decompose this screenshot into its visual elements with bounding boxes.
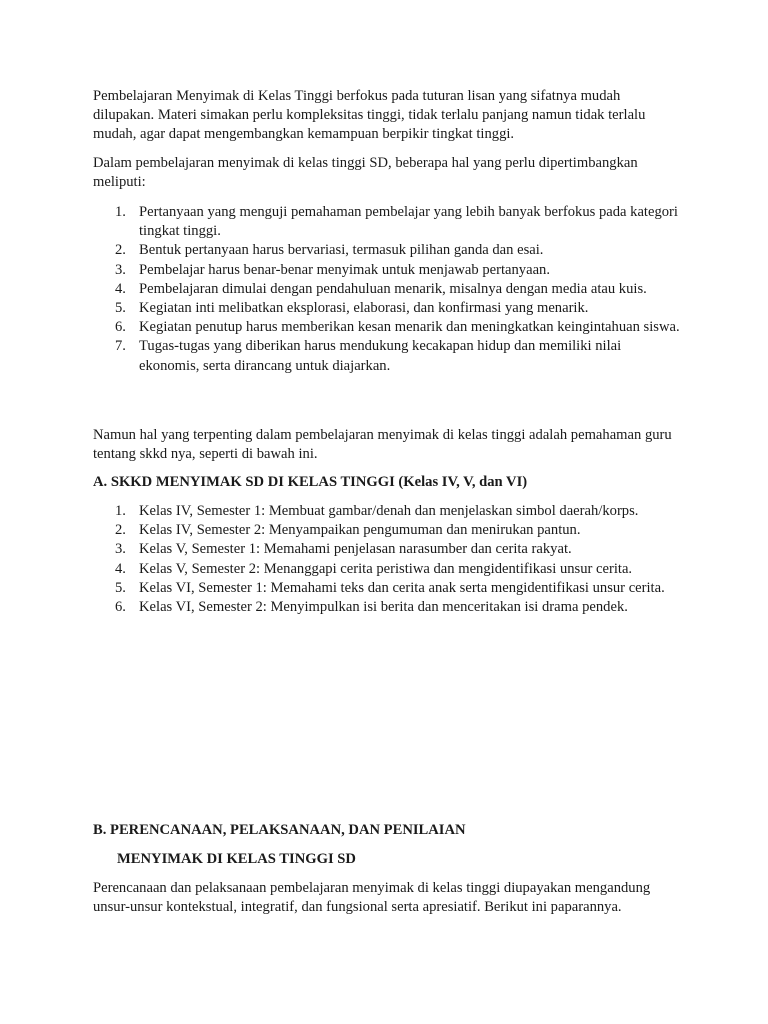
list-number: 4. — [115, 560, 126, 577]
section-b-subheading: MENYIMAK DI KELAS TINGGI SD — [117, 851, 356, 867]
list-number: 2. — [115, 522, 126, 539]
list-item — [93, 540, 683, 559]
list-item — [93, 337, 683, 375]
list-number: 5. — [115, 579, 126, 596]
section-b-paragraph: Perencanaan dan pelaksanaan pembelajaran menyimak di kelas tinggi diupayakan mengandung unsur-unsur kontekstual, integratif, dan fungsional serta apresiatif. Berikut ini paparannya. — [93, 880, 651, 916]
list-item — [93, 502, 683, 521]
list-item-text: Kelas IV, Semester 1: Membuat gambar/denah dan menjelaskan simbol daerah/korps. — [139, 503, 639, 519]
list-number: 3. — [115, 261, 126, 278]
list-item-text: Kelas VI, Semester 2: Menyimpulkan isi berita dan menceritakan isi drama pendek. — [139, 599, 628, 616]
list-item — [93, 521, 683, 540]
list-number: 4. — [115, 280, 126, 297]
skkd-list — [93, 502, 683, 617]
list-item — [93, 280, 683, 299]
list-item-text: Kelas V, Semester 2: Menanggapi cerita peristiwa dan mengidentifikasi unsur cerita. — [139, 560, 633, 577]
list-item-text: Kegiatan penutup harus memberikan kesan menarik dan meningkatkan keingintahuan siswa. — [139, 319, 680, 336]
list-item-text: Bentuk pertanyaan harus bervariasi, termasuk pilihan ganda dan esai. — [139, 242, 544, 259]
list-item-text: Pembelajaran dimulai dengan pendahuluan menarik, misalnya dengan media atau kuis. — [139, 280, 647, 297]
list-item-text: Pertanyaan yang menguji pemahaman pembelajar yang lebih banyak berfokus pada kategori tingkat tinggi. — [139, 204, 678, 240]
intro-paragraph: Pembelajaran Menyimak di Kelas Tinggi berfokus pada tuturan lisan yang sifatnya mudah dilupakan. Materi simakan perlu kompleksitas tinggi, tidak terlalu panjang namun tidak terlalu mudah, agar dapat mengembangkan kemampuan berpikir tingkat tinggi. — [93, 88, 646, 143]
list-item — [93, 203, 683, 241]
list-number: 6. — [115, 319, 126, 336]
list-item — [93, 318, 683, 337]
list-item-text: Kegiatan inti melibatkan eksplorasi, elaborasi, dan konfirmasi yang menarik. — [139, 300, 589, 317]
list-number: 1. — [115, 503, 126, 519]
list-number: 3. — [115, 541, 126, 558]
list-item — [93, 241, 683, 260]
list-item — [93, 560, 683, 579]
list-item — [93, 299, 683, 318]
list-item-text: Kelas V, Semester 1: Memahami penjelasan narasumber dan cerita rakyat. — [139, 541, 572, 558]
list-item — [93, 598, 683, 617]
list-number: 6. — [115, 599, 126, 616]
list-item — [93, 579, 683, 598]
list-item — [93, 261, 683, 280]
skkd-intro-paragraph: Namun hal yang terpenting dalam pembelajaran menyimak di kelas tinggi adalah pemahaman guru tentang skkd nya, seperti di bawah ini. — [93, 427, 672, 463]
list-number: 7. — [115, 338, 126, 355]
list-number: 5. — [115, 300, 126, 317]
list-item-text: Kelas VI, Semester 1: Memahami teks dan cerita anak serta mengidentifikasi unsur cerita. — [139, 579, 665, 596]
list-number: 1. — [115, 204, 126, 220]
section-b-heading: B. PERENCANAAN, PELAKSANAAN, DAN PENILAIAN — [93, 822, 466, 838]
list-number: 2. — [115, 242, 126, 259]
section-a-heading: A. SKKD MENYIMAK SD DI KELAS TINGGI (Kelas IV, V, dan VI) — [93, 474, 528, 490]
considerations-intro: Dalam pembelajaran menyimak di kelas tinggi SD, beberapa hal yang perlu dipertimbangkan meliputi: — [93, 155, 638, 191]
list-item-text: Tugas-tugas yang diberikan harus mendukung kecakapan hidup dan memiliki nilai ekonomis, serta dirancang untuk diajarkan. — [139, 338, 622, 374]
list-item-text: Pembelajar harus benar-benar menyimak untuk menjawab pertanyaan. — [139, 261, 551, 278]
list-item-text: Kelas IV, Semester 2: Menyampaikan pengumuman dan menirukan pantun. — [139, 522, 581, 539]
considerations-list — [93, 203, 683, 376]
